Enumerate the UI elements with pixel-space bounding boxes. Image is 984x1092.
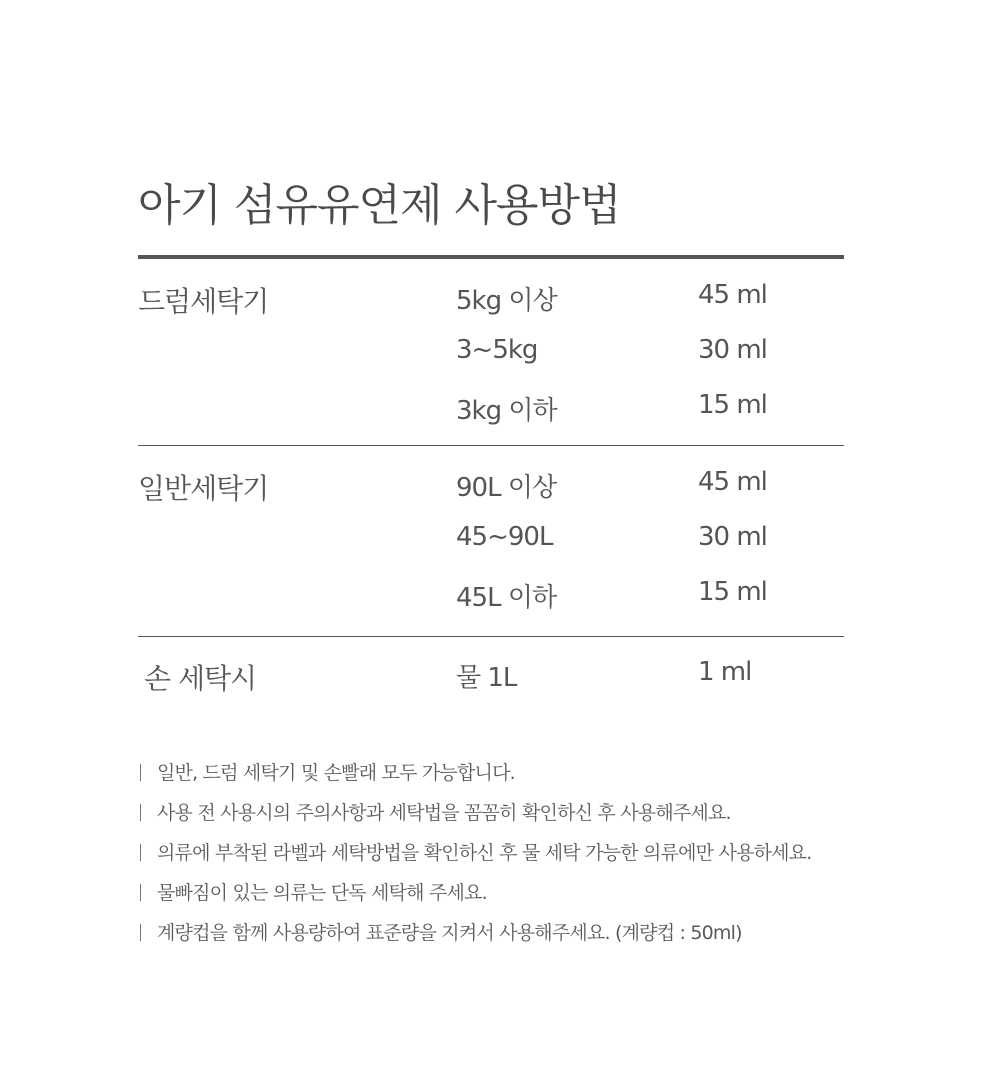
load-size: 물 1L [456,663,517,693]
group-label-general: 일반세탁기 [138,472,269,505]
dose-amount: 45 ml [698,467,767,497]
dose-amount: 15 ml [698,390,767,420]
group-label-drum: 드럼세탁기 [138,285,269,318]
list-item [138,796,898,836]
dose-amount: 45 ml [698,280,767,310]
dose-amount: 15 ml [698,577,767,607]
list-item [138,836,898,876]
table-row [138,567,844,622]
table-group-drum [138,259,844,446]
group-label-hand: 손 세탁시 [144,662,257,695]
bullet-bar [140,924,141,941]
bullet-bar [140,804,141,821]
bullet-bar [140,844,141,861]
list-item [138,876,898,916]
note-text: 일반, 드럼 세탁기 및 손빨래 모두 가능합니다. [157,762,515,784]
table-row [138,270,844,325]
table-row [138,647,844,702]
load-size: 45L 이하 [456,583,557,613]
usage-table [138,259,844,702]
list-item [138,916,898,956]
bullet-bar [140,884,141,901]
table-row [138,325,844,380]
load-size: 90L 이상 [456,473,557,503]
table-row [138,457,844,512]
page-title: 아기 섬유유연제 사용방법 [138,180,621,231]
table-group-general [138,446,844,637]
note-text: 물빠짐이 있는 의류는 단독 세탁해 주세요. [157,882,487,904]
bullet-bar [140,764,141,781]
load-size: 3kg 이하 [456,396,557,426]
load-size: 3~5kg [456,335,538,365]
dose-amount: 30 ml [698,335,767,365]
dose-amount: 1 ml [698,657,752,687]
dose-amount: 30 ml [698,522,767,552]
load-size: 45~90L [456,522,553,552]
list-item [138,756,898,796]
load-size: 5kg 이상 [456,286,557,316]
note-text: 사용 전 사용시의 주의사항과 세탁법을 꼼꼼히 확인하신 후 사용해주세요. [157,802,731,824]
note-text: 계량컵을 함께 사용량하여 표준량을 지켜서 사용해주세요. (계량컵 : 50ml) [157,922,742,944]
table-row [138,512,844,567]
note-text: 의류에 부착된 라벨과 세탁방법을 확인하신 후 물 세탁 가능한 의류에만 사용하세요. [157,842,812,864]
table-group-hand [138,637,844,702]
usage-notes [138,756,898,956]
table-row [138,380,844,435]
